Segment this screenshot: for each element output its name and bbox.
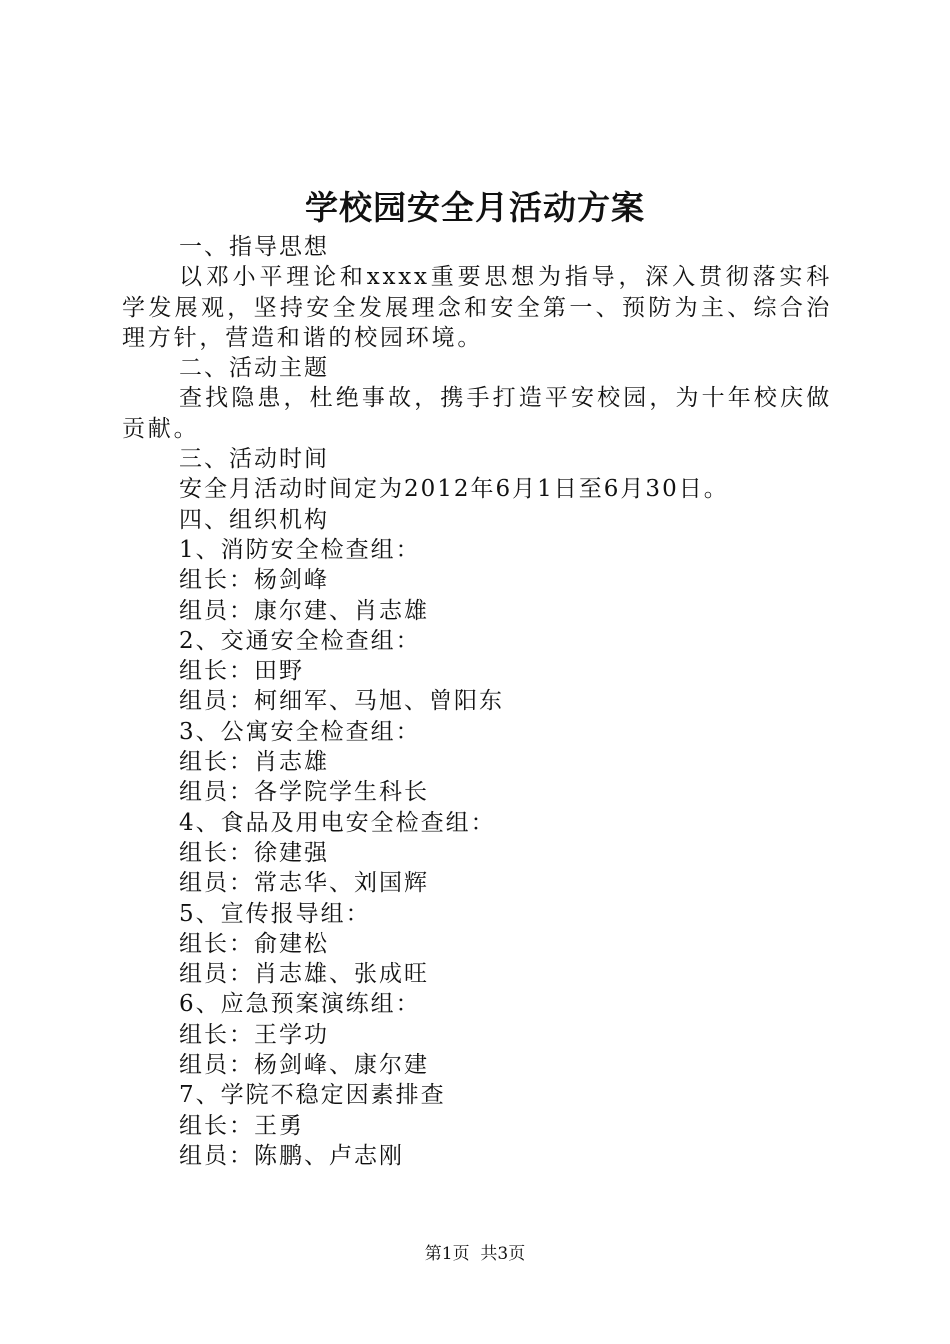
section-heading: 四、组织机构 (179, 506, 329, 533)
group-name: 7、学院不稳定因素排查 (179, 1082, 446, 1109)
group-members: 组员：柯细军、马旭、曾阳东 (179, 688, 504, 715)
group-name: 2、交通安全检查组： (179, 627, 421, 654)
group-members: 组员：杨剑峰、康尔建 (179, 1052, 429, 1079)
document-body (122, 232, 832, 1171)
section-heading: 一、指导思想 (179, 234, 329, 260)
section-paragraph: 以邓小平理论和xxxx重要思想为指导，深入贯彻落实科学发展观，坚持安全发展理念和安全第一、预防为主、综合治理方针，营造和谐的校园环境。 (122, 264, 832, 351)
group-name: 6、应急预案演练组： (179, 991, 421, 1018)
group-members: 组员：肖志雄、张成旺 (179, 961, 429, 988)
group-leader: 组长：徐建强 (179, 839, 329, 866)
group-members: 组员：陈鹏、卢志刚 (179, 1142, 404, 1169)
section-line: 安全月活动时间定为2012年6月1日至6月30日。 (179, 476, 729, 503)
group-name: 3、公寓安全检查组： (179, 718, 421, 745)
group-name: 4、食品及用电安全检查组： (179, 809, 496, 836)
section-heading: 二、活动主题 (179, 355, 329, 382)
group-name: 5、宣传报导组： (179, 900, 371, 927)
page-total: 共3页 (480, 1244, 526, 1264)
section-paragraph: 查找隐患，杜绝事故，携手打造平安校园，为十年校庆做贡献。 (122, 385, 832, 442)
group-members: 组员：康尔建、肖志雄 (179, 597, 429, 624)
group-leader: 组长：王勇 (179, 1112, 304, 1139)
group-name: 1、消防安全检查组： (179, 536, 421, 563)
group-leader: 组长：俞建松 (179, 930, 329, 957)
document-title: 学校园安全月活动方案 (305, 188, 645, 227)
section-heading: 三、活动时间 (179, 446, 329, 473)
group-leader: 组长：杨剑峰 (179, 567, 329, 594)
page-footer (0, 1243, 950, 1265)
group-leader: 组长：王学功 (179, 1021, 329, 1048)
group-leader: 组长：田野 (179, 658, 304, 685)
group-leader: 组长：肖志雄 (179, 749, 329, 776)
group-members: 组员：常志华、刘国辉 (179, 870, 429, 897)
group-members: 组员：各学院学生科长 (179, 779, 429, 806)
page-number: 第1页 (424, 1244, 470, 1264)
